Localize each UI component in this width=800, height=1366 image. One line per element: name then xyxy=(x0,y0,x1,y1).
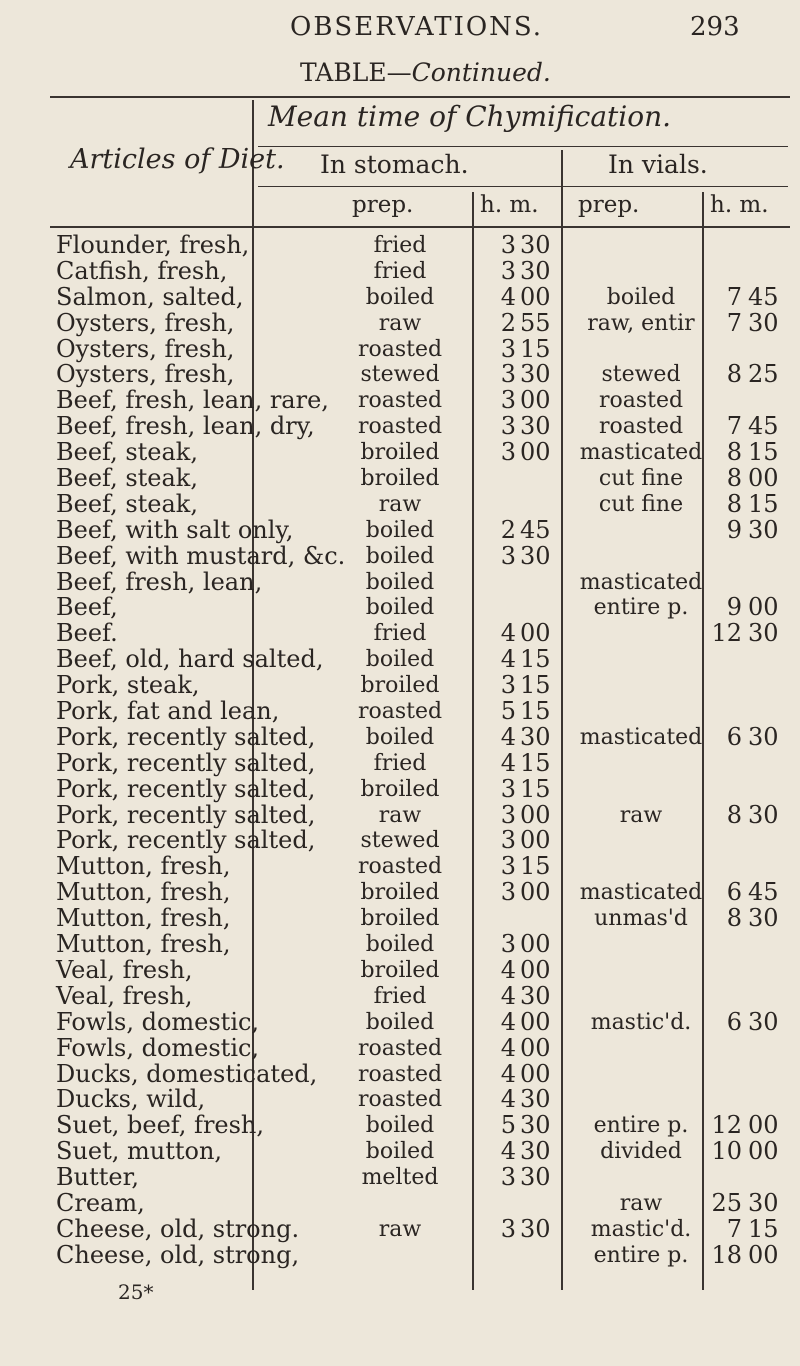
stomach-hours-cell: 3 xyxy=(500,541,516,570)
stomach-hours-cell: 2 xyxy=(500,308,516,337)
stomach-hours-cell: 4 xyxy=(500,955,516,984)
header-bottom-rule xyxy=(50,226,790,228)
table-title-main: TABLE— xyxy=(300,58,412,87)
prep-header-vials: prep. xyxy=(578,192,640,218)
stomach-hours-cell: 3 xyxy=(500,231,516,259)
stomach-minutes-cell: 00 xyxy=(520,386,551,415)
vial-hours-cell: 8 xyxy=(726,904,742,933)
stomach-prep-cell: fried xyxy=(373,750,427,776)
stomach-hours-cell: 3 xyxy=(500,852,516,881)
article-cell: Oysters, fresh, xyxy=(56,360,235,389)
prep-header-stomach: prep. xyxy=(352,192,414,218)
stomach-prep-cell: broiled xyxy=(360,466,440,492)
stomach-minutes-cell: 30 xyxy=(520,360,551,389)
article-cell: Salmon, salted, xyxy=(56,282,244,311)
article-cell: Catfish, fresh, xyxy=(56,256,228,285)
article-cell: Pork, steak, xyxy=(56,671,200,700)
table-title xyxy=(300,58,551,87)
stomach-minutes-cell: 15 xyxy=(520,645,551,674)
stomach-hours-cell: 3 xyxy=(500,878,516,907)
table-row xyxy=(0,854,800,880)
stomach-prep-cell: raw xyxy=(378,802,422,828)
vial-hours-cell: 10 xyxy=(711,1137,742,1166)
stomach-prep-cell: roasted xyxy=(357,388,443,414)
stomach-minutes-cell: 30 xyxy=(520,1137,551,1166)
vial-prep-cell: divided xyxy=(600,1139,682,1165)
stomach-hours-cell: 3 xyxy=(500,334,516,363)
stomach-minutes-cell: 00 xyxy=(520,282,551,311)
table-row xyxy=(0,906,800,932)
stomach-minutes-cell: 30 xyxy=(520,981,551,1010)
table-row xyxy=(0,621,800,647)
stomach-hours-cell: 3 xyxy=(500,386,516,415)
vial-hours-cell: 8 xyxy=(726,360,742,389)
stomach-hours-cell: 3 xyxy=(500,930,516,959)
vial-prep-cell: cut fine xyxy=(598,466,684,492)
vial-hours-cell: 12 xyxy=(711,619,742,648)
table-row xyxy=(0,1240,800,1269)
article-cell: Fowls, domestic, xyxy=(56,1007,260,1036)
article-cell: Beef, steak, xyxy=(56,464,198,493)
article-cell: Pork, recently salted, xyxy=(56,722,316,751)
vial-hours-cell: 9 xyxy=(726,515,742,544)
article-cell: Beef. xyxy=(56,619,118,648)
stomach-hours-cell: 3 xyxy=(500,360,516,389)
stomach-minutes-cell: 00 xyxy=(520,438,551,467)
vial-prep-cell: unmas'd xyxy=(594,906,688,932)
stomach-minutes-cell: 15 xyxy=(520,671,551,700)
stomach-hours-cell: 4 xyxy=(500,748,516,777)
articles-header: Articles of Diet. xyxy=(70,144,285,175)
stomach-minutes-cell: 30 xyxy=(520,1085,551,1114)
table-row xyxy=(0,1007,800,1036)
table-row xyxy=(0,1188,800,1217)
table-row xyxy=(0,1214,800,1243)
stomach-prep-cell: melted xyxy=(361,1165,439,1191)
stomach-minutes-cell: 15 xyxy=(520,852,551,881)
vial-hours-cell: 8 xyxy=(726,489,742,518)
stomach-prep-cell: roasted xyxy=(357,336,443,362)
stomach-hours-cell: 3 xyxy=(500,1163,516,1192)
table-row xyxy=(0,362,800,388)
hm-header-stomach: h. m. xyxy=(480,192,539,218)
vial-hours-cell: 6 xyxy=(726,878,742,907)
stomach-minutes-cell: 15 xyxy=(520,774,551,803)
table-row xyxy=(0,334,800,363)
vial-minutes-cell: 30 xyxy=(748,904,779,933)
stomach-prep-cell: raw xyxy=(378,310,422,336)
article-cell: Oysters, fresh, xyxy=(56,308,235,337)
vial-hours-cell: 8 xyxy=(726,438,742,467)
stomach-minutes-cell: 15 xyxy=(520,748,551,777)
stomach-minutes-cell: 00 xyxy=(520,1059,551,1088)
vial-hours-cell: 7 xyxy=(726,282,742,311)
stomach-prep-cell: roasted xyxy=(357,1061,443,1087)
vial-minutes-cell: 00 xyxy=(748,1137,779,1166)
stomach-hours-cell: 4 xyxy=(500,981,516,1010)
stomach-prep-cell: broiled xyxy=(360,776,440,802)
table-row xyxy=(0,673,800,699)
stomach-minutes-cell: 30 xyxy=(520,1163,551,1192)
article-cell: Beef, with salt only, xyxy=(56,515,294,544)
stomach-prep-cell: roasted xyxy=(357,854,443,880)
table-row xyxy=(0,722,800,751)
vial-hours-cell: 18 xyxy=(711,1240,742,1269)
stomach-prep-cell: broiled xyxy=(360,957,440,983)
article-cell: Ducks, domesticated, xyxy=(56,1059,318,1088)
stomach-prep-cell: boiled xyxy=(365,284,435,310)
vial-minutes-cell: 30 xyxy=(748,1188,779,1217)
table-row xyxy=(0,800,800,829)
stomach-hours-cell: 4 xyxy=(500,1137,516,1166)
page-number: 293 xyxy=(690,12,740,42)
vial-hours-cell: 7 xyxy=(726,412,742,441)
vial-prep-cell: masticated xyxy=(579,440,703,466)
vial-minutes-cell: 00 xyxy=(748,593,779,622)
table-row xyxy=(0,440,800,466)
stomach-prep-cell: boiled xyxy=(365,1139,435,1165)
vial-prep-cell: mastic'd. xyxy=(590,1009,692,1035)
article-cell: Pork, recently salted, xyxy=(56,748,316,777)
table-row xyxy=(0,256,800,285)
top-rule xyxy=(50,96,790,98)
table-row xyxy=(0,595,800,621)
article-cell: Mutton, fresh, xyxy=(56,852,231,881)
stomach-hours-cell: 4 xyxy=(500,619,516,648)
vial-minutes-cell: 30 xyxy=(748,515,779,544)
stomach-prep-cell: fried xyxy=(373,621,427,647)
table-row xyxy=(0,1165,800,1191)
stomach-prep-cell: stewed xyxy=(360,362,440,388)
stomach-hours-cell: 3 xyxy=(500,671,516,700)
stomach-hours-cell: 4 xyxy=(500,1033,516,1062)
vial-prep-cell: entire p. xyxy=(593,595,689,621)
stomach-minutes-cell: 00 xyxy=(520,619,551,648)
vial-prep-cell: entire p. xyxy=(593,1242,689,1268)
vial-prep-cell: boiled xyxy=(606,284,676,310)
table-row xyxy=(0,308,800,337)
article-cell: Suet, beef, fresh, xyxy=(56,1111,265,1140)
stomach-hours-cell: 3 xyxy=(500,826,516,855)
stomach-header: In stomach. xyxy=(320,150,469,179)
stomach-minutes-cell: 00 xyxy=(520,826,551,855)
vial-minutes-cell: 30 xyxy=(748,800,779,829)
table-title-continued: Continued. xyxy=(411,58,551,87)
diet-table-body xyxy=(0,233,800,1269)
signature-mark: 25* xyxy=(118,1280,154,1304)
article-cell: Fowls, domestic, xyxy=(56,1033,260,1062)
vial-minutes-cell: 25 xyxy=(748,360,779,389)
article-cell: Flounder, fresh, xyxy=(56,231,250,259)
stomach-prep-cell: boiled xyxy=(365,932,435,958)
table-row xyxy=(0,233,800,259)
stomach-hours-cell: 3 xyxy=(500,774,516,803)
stomach-prep-cell: raw xyxy=(378,491,422,517)
vial-minutes-cell: 00 xyxy=(748,464,779,493)
table-row xyxy=(0,774,800,803)
stomach-prep-cell: roasted xyxy=(357,414,443,440)
vial-minutes-cell: 15 xyxy=(748,1214,779,1243)
stomach-minutes-cell: 00 xyxy=(520,955,551,984)
article-cell: Suet, mutton, xyxy=(56,1137,223,1166)
table-row xyxy=(0,748,800,777)
vial-prep-cell: raw xyxy=(619,1190,663,1216)
stomach-minutes-cell: 30 xyxy=(520,412,551,441)
stomach-prep-cell: raw xyxy=(378,1216,422,1242)
vial-prep-cell: raw, entir xyxy=(587,310,695,336)
vial-minutes-cell: 30 xyxy=(748,1007,779,1036)
article-cell: Veal, fresh, xyxy=(56,981,193,1010)
article-cell: Beef, with mustard, &c. xyxy=(56,541,346,570)
hm-header-vials: h. m. xyxy=(710,192,769,218)
stomach-hours-cell: 5 xyxy=(500,697,516,726)
article-cell: Pork, recently salted, xyxy=(56,826,316,855)
stomach-hours-cell: 4 xyxy=(500,722,516,751)
vial-hours-cell: 7 xyxy=(726,308,742,337)
table-row xyxy=(0,981,800,1010)
article-cell: Beef, xyxy=(56,593,118,622)
stomach-hours-cell: 3 xyxy=(500,800,516,829)
table-row xyxy=(0,1113,800,1139)
stomach-prep-cell: roasted xyxy=(357,699,443,725)
vial-minutes-cell: 45 xyxy=(748,878,779,907)
table-row xyxy=(0,489,800,518)
mean-time-rule xyxy=(258,146,788,147)
vial-minutes-cell: 45 xyxy=(748,412,779,441)
table-row xyxy=(0,932,800,958)
stomach-minutes-cell: 55 xyxy=(520,308,551,337)
vial-prep-cell: entire p. xyxy=(593,1113,689,1139)
stomach-minutes-cell: 00 xyxy=(520,1033,551,1062)
vials-header: In vials. xyxy=(608,150,708,179)
stomach-prep-cell: fried xyxy=(373,983,427,1009)
article-cell: Beef, steak, xyxy=(56,438,198,467)
article-cell: Beef, steak, xyxy=(56,489,198,518)
article-cell: Cheese, old, strong. xyxy=(56,1214,300,1243)
table-row xyxy=(0,1139,800,1165)
stomach-hours-cell: 4 xyxy=(500,1085,516,1114)
stomach-minutes-cell: 00 xyxy=(520,800,551,829)
vial-prep-cell: raw xyxy=(619,802,663,828)
table-row xyxy=(0,647,800,673)
stomach-minutes-cell: 00 xyxy=(520,878,551,907)
subheader-rule xyxy=(258,186,788,187)
stomach-minutes-cell: 15 xyxy=(520,334,551,363)
table-row xyxy=(0,1033,800,1062)
vial-prep-cell: masticated xyxy=(579,880,703,906)
stomach-minutes-cell: 00 xyxy=(520,930,551,959)
stomach-minutes-cell: 30 xyxy=(520,256,551,285)
vial-minutes-cell: 15 xyxy=(748,438,779,467)
stomach-prep-cell: stewed xyxy=(360,828,440,854)
vial-hours-cell: 6 xyxy=(726,1007,742,1036)
stomach-hours-cell: 3 xyxy=(500,438,516,467)
stomach-minutes-cell: 00 xyxy=(520,1007,551,1036)
stomach-prep-cell: boiled xyxy=(365,517,435,543)
article-cell: Butter, xyxy=(56,1163,140,1192)
stomach-prep-cell: boiled xyxy=(365,569,435,595)
stomach-prep-cell: boiled xyxy=(365,1113,435,1139)
stomach-minutes-cell: 30 xyxy=(520,1214,551,1243)
article-cell: Pork, fat and lean, xyxy=(56,697,280,726)
stomach-prep-cell: boiled xyxy=(365,724,435,750)
stomach-prep-cell: broiled xyxy=(360,440,440,466)
stomach-prep-cell: roasted xyxy=(357,1087,443,1113)
article-cell: Oysters, fresh, xyxy=(56,334,235,363)
running-head xyxy=(0,12,800,52)
vial-hours-cell: 8 xyxy=(726,800,742,829)
vial-minutes-cell: 00 xyxy=(748,1111,779,1140)
stomach-prep-cell: broiled xyxy=(360,880,440,906)
mean-time-header: Mean time of Chymification. xyxy=(268,100,672,133)
article-cell: Ducks, wild, xyxy=(56,1085,206,1114)
vial-minutes-cell: 00 xyxy=(748,1240,779,1269)
article-cell: Cheese, old, strong, xyxy=(56,1240,300,1269)
article-cell: Pork, recently salted, xyxy=(56,774,316,803)
vial-hours-cell: 25 xyxy=(711,1188,742,1217)
stomach-hours-cell: 4 xyxy=(500,1059,516,1088)
table-row xyxy=(0,1087,800,1113)
stomach-prep-cell: roasted xyxy=(357,1035,443,1061)
vial-prep-cell: masticated xyxy=(579,569,703,595)
stomach-minutes-cell: 30 xyxy=(520,231,551,259)
stomach-prep-cell: boiled xyxy=(365,647,435,673)
vial-minutes-cell: 30 xyxy=(748,308,779,337)
table-row xyxy=(0,388,800,414)
article-cell: Beef, fresh, lean, rare, xyxy=(56,386,329,415)
table-row xyxy=(0,414,800,440)
vial-prep-cell: cut fine xyxy=(598,491,684,517)
stomach-hours-cell: 3 xyxy=(500,1214,516,1243)
stomach-minutes-cell: 45 xyxy=(520,515,551,544)
article-cell: Veal, fresh, xyxy=(56,955,193,984)
vial-hours-cell: 8 xyxy=(726,464,742,493)
article-cell: Beef, old, hard salted, xyxy=(56,645,324,674)
table-row xyxy=(0,955,800,984)
article-cell: Beef, fresh, lean, xyxy=(56,567,263,596)
vial-minutes-cell: 30 xyxy=(748,619,779,648)
vial-minutes-cell: 45 xyxy=(748,282,779,311)
table-row xyxy=(0,828,800,854)
table-row xyxy=(0,282,800,311)
stomach-hours-cell: 3 xyxy=(500,412,516,441)
table-row xyxy=(0,699,800,725)
stomach-prep-cell: boiled xyxy=(365,595,435,621)
vial-prep-cell: mastic'd. xyxy=(590,1216,692,1242)
stomach-hours-cell: 5 xyxy=(500,1111,516,1140)
article-cell: Pork, recently salted, xyxy=(56,800,316,829)
vial-prep-cell: roasted xyxy=(598,388,684,414)
stomach-hours-cell: 4 xyxy=(500,1007,516,1036)
table-row xyxy=(0,515,800,544)
vial-hours-cell: 7 xyxy=(726,1214,742,1243)
stomach-minutes-cell: 15 xyxy=(520,697,551,726)
stomach-hours-cell: 3 xyxy=(500,256,516,285)
table-row xyxy=(0,541,800,570)
article-cell: Cream, xyxy=(56,1188,145,1217)
table-row xyxy=(0,880,800,906)
stomach-minutes-cell: 30 xyxy=(520,722,551,751)
vial-prep-cell: stewed xyxy=(601,362,681,388)
stomach-minutes-cell: 30 xyxy=(520,541,551,570)
table-row xyxy=(0,567,800,596)
vial-hours-cell: 6 xyxy=(726,722,742,751)
article-cell: Mutton, fresh, xyxy=(56,904,231,933)
vial-minutes-cell: 15 xyxy=(748,489,779,518)
stomach-prep-cell: fried xyxy=(373,233,427,258)
stomach-prep-cell: broiled xyxy=(360,673,440,699)
stomach-minutes-cell: 30 xyxy=(520,1111,551,1140)
stomach-hours-cell: 2 xyxy=(500,515,516,544)
vial-minutes-cell: 30 xyxy=(748,722,779,751)
vial-hours-cell: 9 xyxy=(726,593,742,622)
stomach-prep-cell: fried xyxy=(373,258,427,284)
stomach-hours-cell: 4 xyxy=(500,282,516,311)
stomach-prep-cell: boiled xyxy=(365,543,435,569)
article-cell: Mutton, fresh, xyxy=(56,930,231,959)
vial-prep-cell: masticated xyxy=(579,724,703,750)
stomach-prep-cell: broiled xyxy=(360,906,440,932)
article-cell: Beef, fresh, lean, dry, xyxy=(56,412,315,441)
article-cell: Mutton, fresh, xyxy=(56,878,231,907)
table-row xyxy=(0,466,800,492)
vial-hours-cell: 12 xyxy=(711,1111,742,1140)
table-row xyxy=(0,1059,800,1088)
vial-prep-cell: roasted xyxy=(598,414,684,440)
running-head-title: OBSERVATIONS. xyxy=(290,12,544,42)
stomach-hours-cell: 4 xyxy=(500,645,516,674)
stomach-prep-cell: boiled xyxy=(365,1009,435,1035)
